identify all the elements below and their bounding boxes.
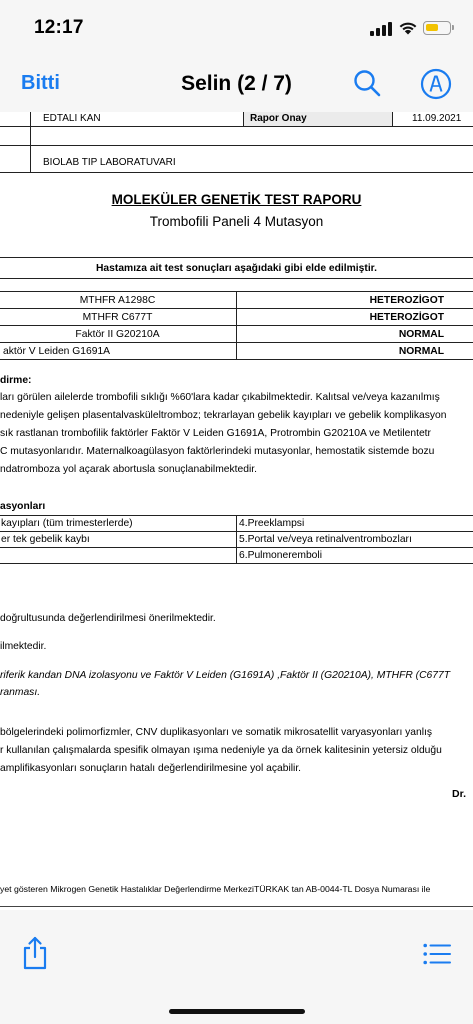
battery-tip bbox=[452, 25, 454, 30]
list-icon[interactable] bbox=[423, 943, 451, 965]
gene-result: HETEROZİGOT bbox=[237, 292, 473, 309]
method-line: ranması. bbox=[0, 687, 41, 698]
recommendation-note: doğrultusunda değerlendirilmesi önerilmektedir. bbox=[0, 613, 216, 624]
gene-result: HETEROZİGOT bbox=[237, 309, 473, 326]
header-rule bbox=[0, 172, 473, 173]
header-rule bbox=[0, 145, 473, 146]
results-table bbox=[0, 291, 473, 360]
table-row bbox=[0, 532, 473, 548]
limitation-line: amplifikasyonları sonuçların hatalı değerlendirilmesine yol açabilir. bbox=[0, 763, 302, 774]
report-date: 11.09.2021 bbox=[412, 113, 462, 124]
complication-left bbox=[0, 548, 237, 564]
table-row bbox=[0, 326, 473, 343]
gene-name: MTHFR C677T bbox=[0, 309, 237, 326]
status-time: 12:17 bbox=[34, 17, 84, 38]
complication-left: er tek gebelik kaybı bbox=[0, 532, 237, 548]
gene-result: NORMAL bbox=[237, 326, 473, 343]
battery-icon bbox=[423, 21, 451, 35]
lab-name: BIOLAB TIP LABORATUVARI bbox=[43, 157, 176, 168]
header-rule bbox=[0, 126, 473, 127]
recommendation-note: ilmektedir. bbox=[0, 641, 47, 652]
signal-icon bbox=[370, 22, 392, 36]
evaluation-line: C mutasyonlarıdır. Maternalkoagülasyon faktörlerindeki mutasyonlar, hemostatik sistemde bozu bbox=[0, 446, 435, 457]
evaluation-line: ndatromboza yol açarak abortusla sonuçlanabilmektedir. bbox=[0, 464, 257, 475]
table-row bbox=[0, 516, 473, 532]
report-title: MOLEKÜLER GENETİK TEST RAPORU bbox=[111, 192, 362, 207]
gene-name: MTHFR A1298C bbox=[0, 292, 237, 309]
evaluation-heading: dirme: bbox=[0, 375, 32, 386]
report-subtitle: Trombofili Paneli 4 Mutasyon bbox=[149, 214, 324, 229]
footer-text: yet gösteren Mikrogen Genetik Hastalıklar Değerlendirme MerkeziTÜRKAK tan AB-0044-TL Dosya Numarası ile bbox=[0, 884, 431, 894]
markup-pen-icon[interactable] bbox=[420, 68, 452, 100]
method-line: riferik kandan DNA izolasyonu ve Faktör V Leiden (G1691A) ,Faktör II (G20210A), MTHFR (C677T bbox=[0, 670, 450, 681]
complication-right: 5.Portal ve/veya retinalventrombozları bbox=[237, 532, 473, 548]
home-indicator[interactable] bbox=[169, 1009, 305, 1014]
rapor-onay-label: Rapor Onay bbox=[250, 113, 307, 124]
bottom-toolbar bbox=[0, 910, 473, 1024]
evaluation-line: sık rastlanan trombofilik faktörler Faktör V Leiden G1691A, Protrombin G20210A ve Metilentetr bbox=[0, 428, 431, 439]
results-heading-box bbox=[0, 257, 473, 279]
complication-right: 6.Pulmoneremboli bbox=[237, 548, 473, 564]
signature-label: Dr. bbox=[452, 788, 467, 800]
evaluation-line: ları görülen ailelerde trombofili sıklığı %60'lara kadar çıkabilmektedir. Kalıtsal ve/veya kazanılmış bbox=[0, 392, 440, 403]
complications-table bbox=[0, 515, 473, 564]
battery-fill bbox=[426, 24, 438, 31]
table-row bbox=[0, 548, 473, 564]
share-icon[interactable] bbox=[21, 936, 49, 970]
limitation-line: r kullanılan çalışmalarda spesifik olmayan ışıma nedeniyle ya da örnek kalitesinin yetersiz olduğu bbox=[0, 745, 442, 756]
gene-name: aktör V Leiden G1691A bbox=[0, 343, 237, 360]
gene-result: NORMAL bbox=[237, 343, 473, 360]
nav-bar bbox=[0, 56, 473, 112]
complications-heading: asyonları bbox=[0, 501, 46, 512]
wifi-icon bbox=[398, 19, 418, 35]
complication-left: kayıpları (tüm trimesterlerde) bbox=[0, 516, 237, 532]
done-button[interactable]: Bitti bbox=[21, 72, 60, 94]
header-divider bbox=[30, 112, 31, 172]
results-heading: Hastamıza ait test sonuçları aşağıdaki gibi elde edilmiştir. bbox=[96, 263, 377, 274]
table-row bbox=[0, 343, 473, 360]
page-title: Selin (2 / 7) bbox=[181, 72, 292, 95]
search-icon[interactable] bbox=[352, 68, 382, 98]
table-row bbox=[0, 309, 473, 326]
limitation-line: bölgelerindeki polimorfizmler, CNV duplikasyonları ve somatik mikrosatellit varyasyonları yanlış bbox=[0, 727, 433, 738]
complication-right: 4.Preeklampsi bbox=[237, 516, 473, 532]
sample-type: EDTALI KAN bbox=[43, 113, 101, 124]
document-page[interactable] bbox=[0, 112, 473, 910]
status-bar bbox=[0, 0, 473, 56]
gene-name: Faktör II G20210A bbox=[0, 326, 237, 343]
evaluation-line: nedeniyle gelişen plasentalvasküleltromboz; tekrarlayan gebelik kayıpları ve gebelik komplikasyon bbox=[0, 410, 447, 421]
table-row bbox=[0, 292, 473, 309]
footer-rule bbox=[0, 906, 473, 907]
